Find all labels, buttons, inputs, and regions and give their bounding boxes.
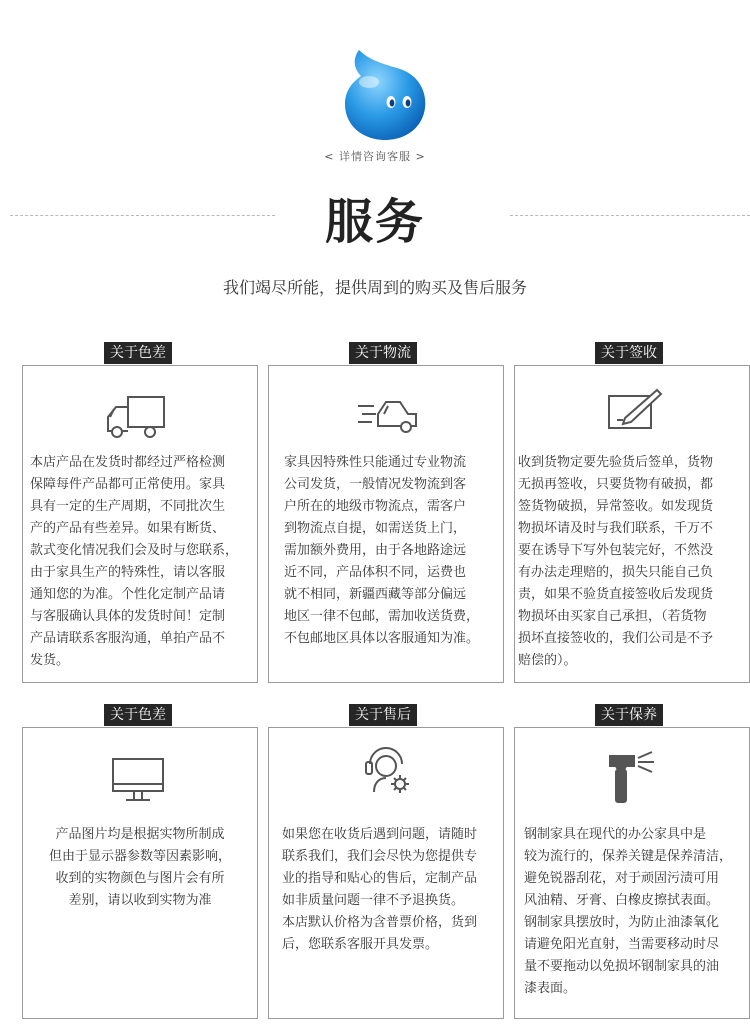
sign-pen-icon xyxy=(605,386,665,434)
card-tag-color: 关于色差 xyxy=(104,342,172,364)
card-color-text: 本店产品在发货时都经过严格检测 保障每件产品都可正常使用。家具 具有一定的生产周期，不同批次生 产的产品有些差异。如果有断货、 款式变化情况我们会及时与您联系， 由于家具生产的特殊性，请以客服 通知您的为准。个性化定制产品请 与客服确认具体的发货时间！定制 产品请联系客服沟通，单拍产品不 发货。 xyxy=(30,455,239,668)
card-tag-aftersale: 关于售后 xyxy=(349,704,417,726)
card-color-2-text: 产品图片均是根据实物所制成 但由于显示器参数等因素影响， 收到的实物颜色与图片会有所 差别，请以收到实物为准 xyxy=(48,827,231,908)
page-title: 服务 xyxy=(324,194,425,250)
spray-icon xyxy=(606,748,664,806)
consult-link[interactable]: < 详情咨询客服 > xyxy=(324,150,426,163)
card-logistics-text: 家具因特殊性只能通过专业物流 公司发货，一般情况发物流到客 户所在的地级市物流点，需客户 到物流点自提，如需送货上门， 需加额外费用，由于各地路途远 近不同，产品体积不同，运费也 就不相同，新疆西藏等部分偏远 地区一律不包邮，需加收送货费， 不包邮地区具体以客服通知为准。 xyxy=(284,455,480,646)
card-tag-logistics: 关于物流 xyxy=(349,342,417,364)
card-tag-color-2: 关于色差 xyxy=(104,704,172,726)
card-tag-signing: 关于签收 xyxy=(595,342,663,364)
mascot-logo[interactable] xyxy=(339,46,431,142)
card-tag-maintenance: 关于保养 xyxy=(595,704,663,726)
service-gear-icon xyxy=(362,740,414,798)
card-aftersale-text: 如果您在收货后遇到问题，请随时 联系我们，我们会尽快为您提供专 业的指导和贴心的售后，定制产品 如非质量问题一律不予退换货。 本店默认价格为含普票价格，货到 后，您联系客服开具发票。 xyxy=(282,827,478,952)
fast-car-icon xyxy=(356,396,422,436)
card-signing-text: 收到货物定要先验货后签单，货物 无损再签收，只要货物有破损，都 签货物破损，异常签收。如发现货 物损坏请及时与我们联系，千万不 要在诱导下写外包装完好，不然没 有办法走理赔的，损失只能自己负 责，如果不验货直接签收后发现货 物损坏由买家自己承担，（若货物 损坏直接签收的，我们公司是不予 赔偿的）。 xyxy=(518,455,714,668)
truck-icon xyxy=(104,393,168,441)
monitor-icon xyxy=(110,756,166,804)
page-subtitle: 我们竭尽所能，提供周到的购买及售后服务 xyxy=(222,278,527,297)
card-maintenance-text: 钢制家具在现代的办公家具中是 较为流行的，保养关键是保养清洁， 避免锐器刮花，对于顽固污渍可用 风油精、牙膏、白橡皮擦拭表面。 钢制家具摆放时，为防止油漆氧化 请避免阳光直射，当需要移动时尽 量不要拖动以免损坏钢制家具的油 漆表面。 xyxy=(524,827,733,996)
